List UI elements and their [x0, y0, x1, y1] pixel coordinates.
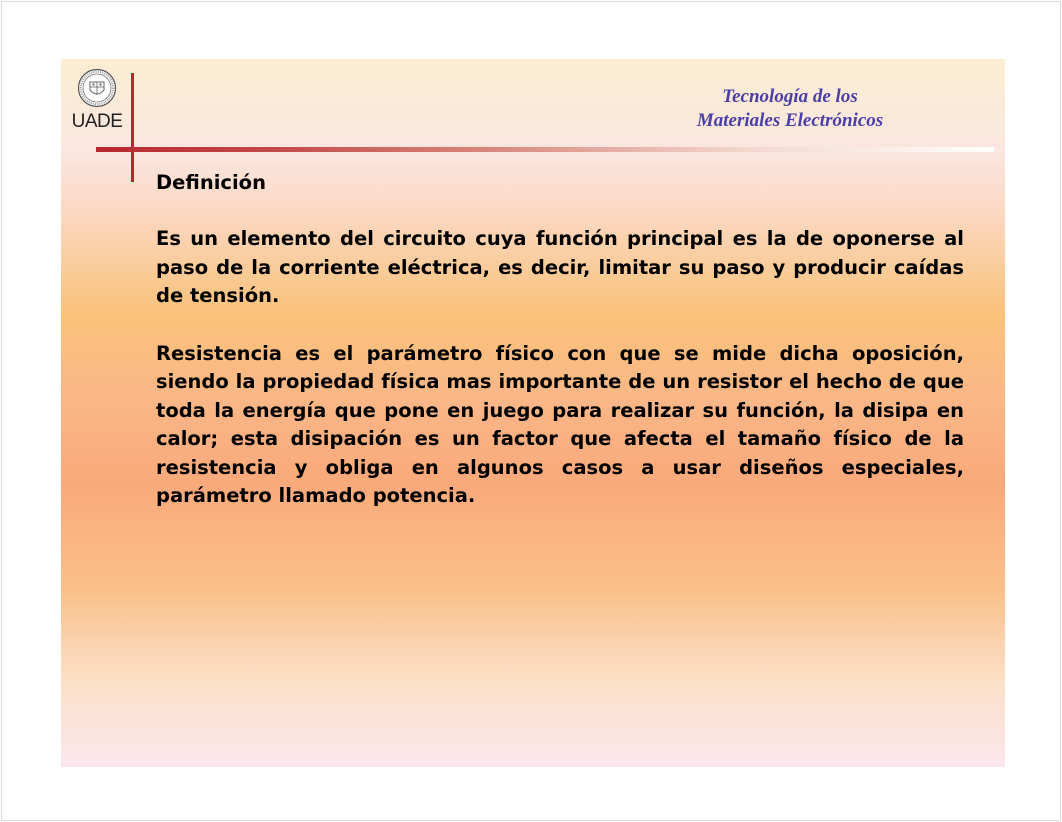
page-frame — [1, 1, 1061, 821]
uade-logo-text: UADE — [71, 111, 123, 132]
accent-vertical-rule — [131, 73, 134, 182]
resistance-paragraph: Resistencia es el parámetro físico con que se mide dicha oposición, siendo la propiedad física mas importante de un resistor el hecho de que toda la energía que pone en juego para realizar su función, la disipa en calor; esta disipación es un factor que afecta el tamaño físico de la resistencia y obliga en algunos casos a usar diseños especiales, parámetro llamado potencia. — [156, 341, 964, 507]
section-heading: Definición — [156, 171, 266, 194]
uade-logo — [70, 65, 124, 135]
slide — [61, 59, 1005, 767]
course-title-line-1: Tecnología de los — [722, 86, 858, 107]
course-title-line-2: Materiales Electrónicos — [696, 110, 884, 131]
definition-paragraph: Es un elemento del circuito cuya función principal es la de oponerse al paso de la corriente eléctrica, es decir, limitar su paso y producir caídas de tensión. — [156, 227, 964, 307]
course-title — [610, 85, 970, 133]
slide-content — [156, 170, 964, 540]
university-seal-icon — [75, 68, 119, 108]
accent-horizontal-rule — [96, 147, 994, 152]
